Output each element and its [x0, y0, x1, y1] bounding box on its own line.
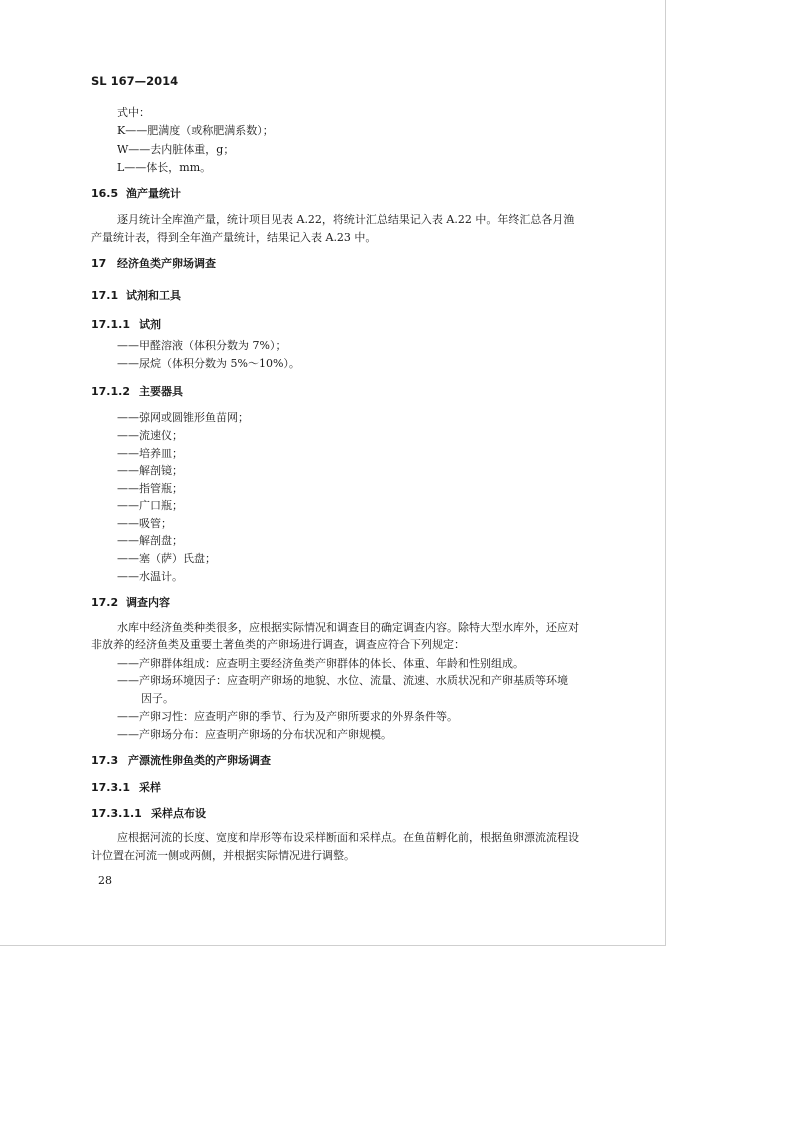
formula-where-intro: 式中： [117, 106, 150, 119]
reagent-item: ——尿烷（体积分数为 5%～10%）。 [117, 357, 300, 370]
survey-item: ——产卵场分布：应查明产卵场的分布状况和产卵规模。 [117, 728, 392, 741]
equipment-item: ——指管瓶； [117, 482, 183, 495]
section-17-number: 17 [91, 257, 107, 270]
equipment-item: ——解剖镜； [117, 464, 183, 477]
section-17-3-1-1-number: 17.3.1.1 [91, 807, 142, 820]
equipment-item: ——广口瓶； [117, 499, 183, 512]
section-17-2-title: 调查内容 [126, 596, 170, 609]
survey-item-continuation: 因子。 [141, 692, 174, 705]
reagent-item: ——甲醛溶液（体积分数为 7%）； [117, 339, 287, 352]
section-17-3-1-1-paragraph-line1: 应根据河流的长度、宽度和岸形等布设采样断面和采样点。在鱼苗孵化前，根据鱼卵漂流流程设 [117, 831, 579, 844]
section-17-1-2-title: 主要器具 [139, 385, 183, 398]
section-17-3-1-number: 17.3.1 [91, 781, 130, 794]
standard-header: SL 167—2014 [91, 74, 179, 88]
equipment-item: ——弶网或圆锥形鱼苗网； [117, 411, 249, 424]
section-17-3-1-1-title: 采样点布设 [151, 807, 206, 820]
section-16-5-number: 16.5 [91, 187, 119, 200]
equipment-item: ——塞（萨）氏盘； [117, 552, 216, 565]
section-17-3-number: 17.3 [91, 754, 119, 767]
section-16-5-paragraph-line1: 逐月统计全库渔产量，统计项目见表 A.22，将统计汇总结果记入表 A.22 中。年终汇总各月渔 [117, 213, 575, 226]
survey-item: ——产卵群体组成：应查明主要经济鱼类产卵群体的体长、体重、年龄和性别组成。 [117, 657, 524, 670]
section-17-3-1-1-paragraph-line2: 计位置在河流一侧或两侧，并根据实际情况进行调整。 [91, 849, 355, 862]
formula-var-w: W——去内脏体重，g； [117, 143, 235, 156]
equipment-item: ——培养皿； [117, 447, 183, 460]
section-17-1-1-title: 试剂 [139, 318, 161, 331]
survey-item: ——产卵场环境因子：应查明产卵场的地貌、水位、流量、流速、水质状况和产卵基质等环境 [117, 674, 568, 687]
section-17-title: 经济鱼类产卵场调查 [117, 257, 216, 270]
page-number: 28 [98, 874, 112, 887]
section-17-1-1-number: 17.1.1 [91, 318, 130, 331]
section-17-3-title: 产漂流性卵鱼类的产卵场调查 [128, 754, 271, 767]
section-17-1-2-number: 17.1.2 [91, 385, 130, 398]
section-17-1-number: 17.1 [91, 289, 119, 302]
survey-item: ——产卵习性：应查明产卵的季节、行为及产卵所要求的外界条件等。 [117, 710, 458, 723]
section-17-3-1-title: 采样 [139, 781, 161, 794]
equipment-item: ——流速仪； [117, 429, 183, 442]
formula-var-l: L——体长，mm。 [117, 161, 212, 174]
section-17-2-paragraph-line2: 非放养的经济鱼类及重要土著鱼类的产卵场进行调查，调查应符合下列规定： [91, 638, 465, 651]
section-17-2-number: 17.2 [91, 596, 119, 609]
equipment-item: ——吸管； [117, 517, 172, 530]
section-17-2-paragraph-line1: 水库中经济鱼类种类很多，应根据实际情况和调查目的确定调查内容。除特大型水库外，还应对 [117, 621, 579, 634]
equipment-item: ——解剖盘； [117, 534, 183, 547]
section-16-5-title: 渔产量统计 [126, 187, 181, 200]
section-17-1-title: 试剂和工具 [126, 289, 181, 302]
section-16-5-paragraph-line2: 产量统计表，得到全年渔产量统计，结果记入表 A.23 中。 [91, 231, 377, 244]
equipment-item: ——水温计。 [117, 570, 183, 583]
formula-var-k: K——肥满度（或称肥满系数）； [117, 124, 274, 137]
